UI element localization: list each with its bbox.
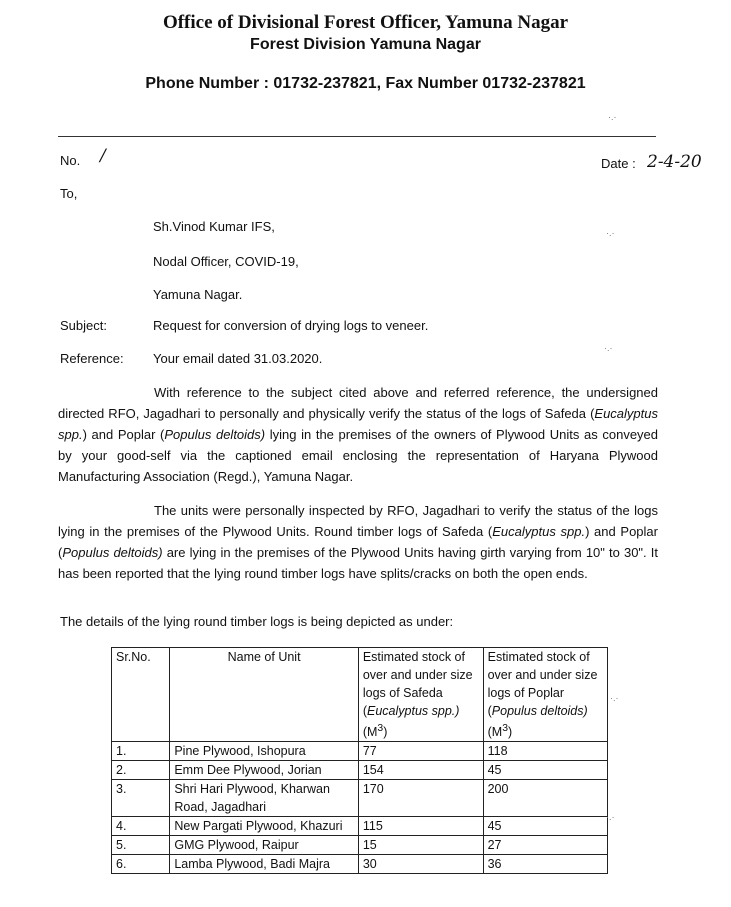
scan-speck: ·.· <box>606 228 615 238</box>
table-row <box>112 742 608 761</box>
cell-poplar: 45 <box>483 761 607 780</box>
subject-label: Subject: <box>60 318 107 333</box>
header-poplar: Estimated stock of over and under size logs of Poplar (Populus deltoids) $(M^3)$ <box>483 648 607 742</box>
scan-speck: ·.· <box>606 812 615 822</box>
cell-poplar: 45 <box>483 817 607 836</box>
header-safeda: Estimated stock of over and under size logs of Safeda (Eucalyptus spp.) $(M^3)$ <box>358 648 483 742</box>
cell-poplar: 118 <box>483 742 607 761</box>
cell-safeda: 170 <box>358 780 483 817</box>
cell-safeda: 154 <box>358 761 483 780</box>
cell-poplar: 200 <box>483 780 607 817</box>
addressee-designation: Nodal Officer, COVID-19, <box>153 254 299 269</box>
cell-poplar: 27 <box>483 836 607 855</box>
subject-text: Request for conversion of drying logs to veneer. <box>153 318 429 333</box>
letter-no-label: No. <box>60 153 81 168</box>
table-row <box>112 836 608 855</box>
cell-safeda: 115 <box>358 817 483 836</box>
cell-srno: 1. <box>112 742 170 761</box>
cell-safeda: 77 <box>358 742 483 761</box>
letter-no-value: / <box>100 146 106 166</box>
cell-unit-name: GMG Plywood, Raipur <box>170 836 359 855</box>
cell-unit-name: Emm Dee Plywood, Jorian <box>170 761 359 780</box>
addressee-name: Sh.Vinod Kumar IFS, <box>153 219 275 234</box>
scan-speck: ·.· <box>604 343 613 353</box>
cell-safeda: 30 <box>358 855 483 874</box>
reference-label: Reference: <box>60 351 124 366</box>
table-row <box>112 761 608 780</box>
table-row <box>112 817 608 836</box>
table-row <box>112 780 608 817</box>
logs-table <box>111 647 608 874</box>
cell-srno: 6. <box>112 855 170 874</box>
cell-srno: 2. <box>112 761 170 780</box>
scan-speck: ·.· <box>610 693 619 703</box>
contact-line: Phone Number : 01732-237821, Fax Number 01732-237821 <box>145 75 586 92</box>
paragraph-1: With reference to the subject cited above and referred reference, the undersigned directed RFO, Jagadhari to personally and physically verify the status of the logs of Safeda (Eucalyptus spp.) and Poplar (Populus deltoids) lying in the premises of the owners of Plywood Units as conveyed by your good-self via the captioned email enclosing the representation of Haryana Plywood Manufacturing Association (Regd.), Yamuna Nagar. <box>58 385 659 484</box>
header-divider <box>58 136 656 137</box>
cell-unit-name: Lamba Plywood, Badi Majra <box>170 855 359 874</box>
scan-speck: ·.· <box>608 112 617 122</box>
cell-poplar: 36 <box>483 855 607 874</box>
table-intro: The details of the lying round timber logs is being depicted as under: <box>60 614 454 629</box>
date-value: 2-4-20 <box>647 152 702 172</box>
paragraph-2: The units were personally inspected by RFO, Jagadhari to verify the status of the logs lying in the premises of the Plywood Units. Round timber logs of Safeda (Eucalyptus spp.) and Poplar (Populus deltoids) are lying in the premises of the Plywood Units having girth varying from 10" to 30". It has been reported that the lying round timber logs have splits/cracks on both the open ends. <box>58 503 658 581</box>
header-unit-name: Name of Unit <box>170 648 359 742</box>
cell-safeda: 15 <box>358 836 483 855</box>
cell-unit-name: New Pargati Plywood, Khazuri <box>170 817 359 836</box>
to-label: To, <box>60 186 78 201</box>
cell-unit-name: Pine Plywood, Ishopura <box>170 742 359 761</box>
table-header-row <box>112 648 608 742</box>
cell-srno: 4. <box>112 817 170 836</box>
date-label: Date : <box>601 156 636 171</box>
header-srno: Sr.No. <box>112 648 170 742</box>
addressee-place: Yamuna Nagar. <box>153 287 243 302</box>
cell-srno: 3. <box>112 780 170 817</box>
division-title: Forest Division Yamuna Nagar <box>250 36 481 53</box>
reference-text: Your email dated 31.03.2020. <box>153 351 323 366</box>
cell-srno: 5. <box>112 836 170 855</box>
office-title: Office of Divisional Forest Officer, Yamuna Nagar <box>162 12 569 33</box>
table-row <box>112 855 608 874</box>
cell-unit-name: Shri Hari Plywood, Kharwan Road, Jagadhari <box>170 780 359 817</box>
